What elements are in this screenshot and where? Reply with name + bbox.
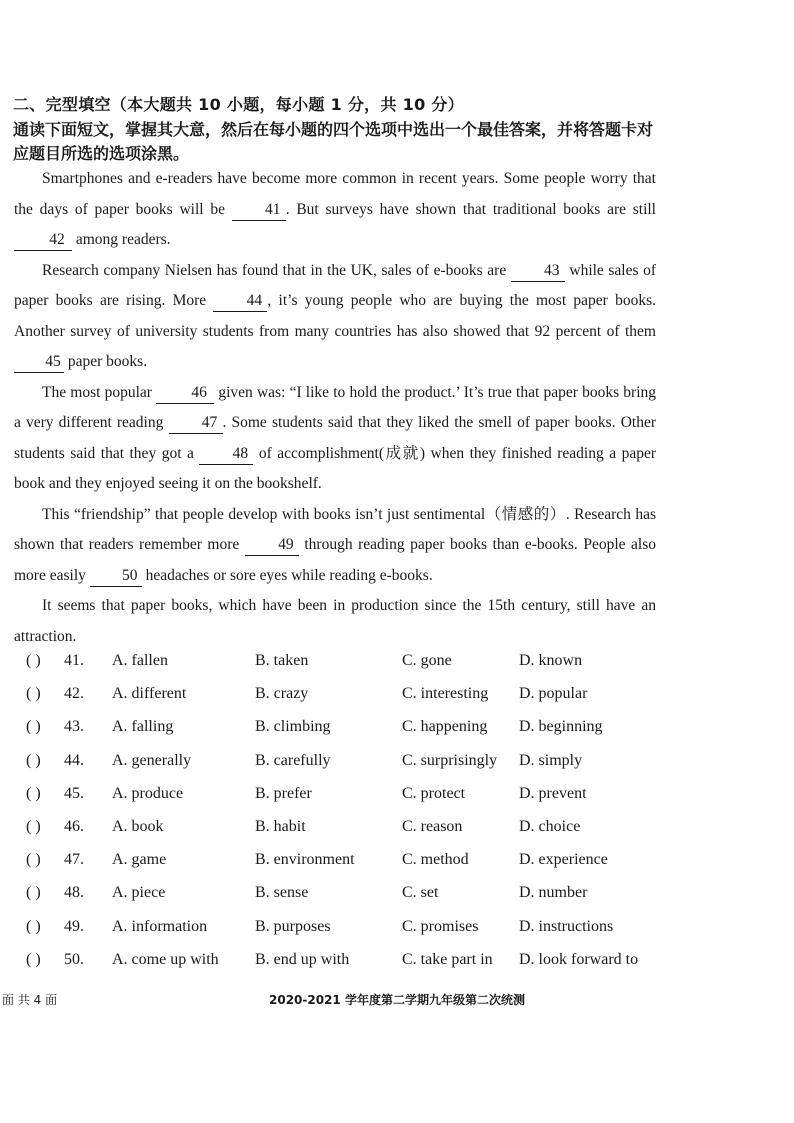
answer-bracket[interactable]: ( ) [26, 652, 41, 669]
passage-text: , it’s young people who are buying the most paper books. Another survey of university students from many countries has also showed that 92 percent of them [14, 292, 656, 340]
question-row-50 [26, 947, 666, 980]
option-d: D. known [519, 652, 583, 669]
blank-49: 49 [245, 535, 299, 556]
blank-48: 48 [199, 444, 253, 465]
option-b: B. crazy [255, 685, 309, 703]
question-row-46 [26, 814, 666, 847]
option-b: B. purposes [255, 917, 331, 935]
blank-44: 44 [213, 291, 267, 312]
question-number: 48. [64, 884, 84, 902]
passage-paragraph-3 [14, 378, 656, 500]
answer-bracket[interactable]: ( ) [26, 784, 41, 802]
option-c: C. reason [402, 817, 463, 835]
question-number: 49. [64, 917, 84, 935]
section-instructions: 通读下面短文，掌握其大意，然后在每小题的四个选项中选出一个最佳答案，并将答题卡对应题目所选的选项涂黑。 [13, 120, 654, 163]
option-c: C. set [402, 884, 439, 902]
question-row-45 [26, 781, 666, 814]
blank-41: 41 [232, 200, 286, 221]
option-d: D. instructions [519, 917, 614, 935]
question-number: 42. [64, 685, 84, 703]
question-row-44 [26, 748, 666, 781]
option-c: C. gone [402, 652, 452, 669]
question-row-43 [26, 714, 666, 747]
passage-text: headaches or sore eyes while reading e-books. [141, 566, 433, 584]
option-a: A. produce [112, 784, 184, 802]
option-b: B. environment [255, 851, 355, 869]
question-number: 43. [64, 718, 84, 736]
question-row-48 [26, 880, 666, 913]
option-a: A. book [112, 817, 164, 835]
question-row-41 [26, 648, 666, 681]
question-number: 50. [64, 950, 84, 968]
option-a: A. fallen [112, 652, 168, 669]
question-number: 47. [64, 851, 84, 869]
answer-bracket[interactable]: ( ) [26, 817, 41, 835]
option-d: D. popular [519, 685, 588, 703]
question-row-42 [26, 681, 666, 714]
passage-text: while sales of paper books are rising. More [14, 261, 656, 309]
answer-bracket[interactable]: ( ) [26, 884, 41, 902]
passage-text: through reading paper books than e-books. People also more easily [14, 536, 657, 584]
option-c: C. method [402, 851, 469, 869]
answer-bracket[interactable]: ( ) [26, 950, 41, 968]
option-d: D. prevent [519, 784, 587, 802]
question-number: 46. [64, 817, 84, 835]
option-b: B. climbing [255, 718, 331, 736]
answer-bracket[interactable]: ( ) [26, 751, 41, 769]
option-c: C. promises [402, 917, 479, 935]
question-row-47 [26, 847, 666, 880]
option-a: A. come up with [112, 950, 219, 968]
blank-42: 42 [14, 230, 72, 251]
option-b: B. habit [255, 817, 306, 835]
passage-text: given was: “I like to hold the product.’ It’s true that paper books bring a very different reading [14, 383, 656, 431]
passage-text: It seems that paper books, which have been in production since the 15th century, still have an attraction. [14, 597, 656, 645]
option-d: D. number [519, 884, 588, 902]
passage-text: . But surveys have shown that traditional books are still [285, 200, 656, 218]
passage-text: among readers. [72, 231, 171, 248]
answer-bracket[interactable]: ( ) [26, 718, 41, 736]
option-c: C. interesting [402, 685, 489, 703]
blank-46: 46 [156, 383, 214, 404]
option-b: B. prefer [255, 784, 312, 802]
question-row-49 [26, 914, 666, 947]
option-b: B. sense [255, 884, 309, 902]
question-options [26, 648, 666, 980]
option-b: B. taken [255, 652, 309, 669]
option-b: B. end up with [255, 950, 350, 968]
option-b: B. carefully [255, 751, 331, 769]
answer-bracket[interactable]: ( ) [26, 917, 41, 935]
passage-paragraph-4 [14, 500, 656, 592]
question-number: 41. [64, 652, 84, 669]
option-c: C. surprisingly [402, 751, 498, 769]
option-d: D. beginning [519, 718, 603, 736]
passage-text: Research company Nielsen has found that in the UK, sales of e-books are [42, 261, 511, 279]
option-a: A. information [112, 917, 208, 935]
passage-text: paper books. [64, 353, 148, 370]
passage-text: The most popular [42, 383, 157, 401]
exam-footer-title: 2020-2021 学年度第二学期九年级第二次统测 [269, 993, 525, 1007]
passage-paragraph-1 [14, 164, 656, 256]
passage-paragraph-5 [14, 591, 656, 652]
passage-text: This “friendship” that people develop with books isn’t just sentimental（情感的）. Research has shown that readers remember more [14, 505, 656, 553]
blank-45: 45 [14, 352, 64, 373]
option-a: A. piece [112, 884, 166, 902]
question-number: 45. [64, 784, 84, 802]
passage-text: of accomplishment(成就) when they finished reading a paper book and they enjoyed seeing it on the bookshelf. [14, 444, 657, 492]
answer-bracket[interactable]: ( ) [26, 685, 41, 703]
blank-43: 43 [511, 261, 565, 282]
cloze-passage [14, 164, 656, 652]
option-a: A. different [112, 685, 187, 703]
option-a: A. falling [112, 718, 174, 736]
passage-text: . Some students said that they liked the smell of paper books. Other students said that they got a [14, 414, 656, 462]
passage-paragraph-2 [14, 256, 656, 378]
blank-50: 50 [90, 566, 142, 587]
answer-bracket[interactable]: ( ) [26, 851, 41, 869]
option-c: C. take part in [402, 950, 493, 968]
option-d: D. look forward to [519, 950, 639, 968]
option-c: C. protect [402, 784, 466, 802]
passage-text: Smartphones and e-readers have become more common in recent years. Some people worry that the days of paper books will be [14, 170, 656, 218]
option-a: A. game [112, 851, 167, 869]
option-a: A. generally [112, 751, 192, 769]
blank-47: 47 [169, 413, 223, 434]
option-c: C. happening [402, 718, 488, 736]
page-number: 面 共 4 面 [2, 993, 58, 1007]
section-title: 二、完型填空（本大题共 10 小题，每小题 1 分，共 10 分） [13, 95, 464, 114]
option-d: D. experience [519, 851, 608, 869]
option-d: D. choice [519, 817, 581, 835]
question-number: 44. [64, 751, 84, 769]
option-d: D. simply [519, 751, 583, 769]
